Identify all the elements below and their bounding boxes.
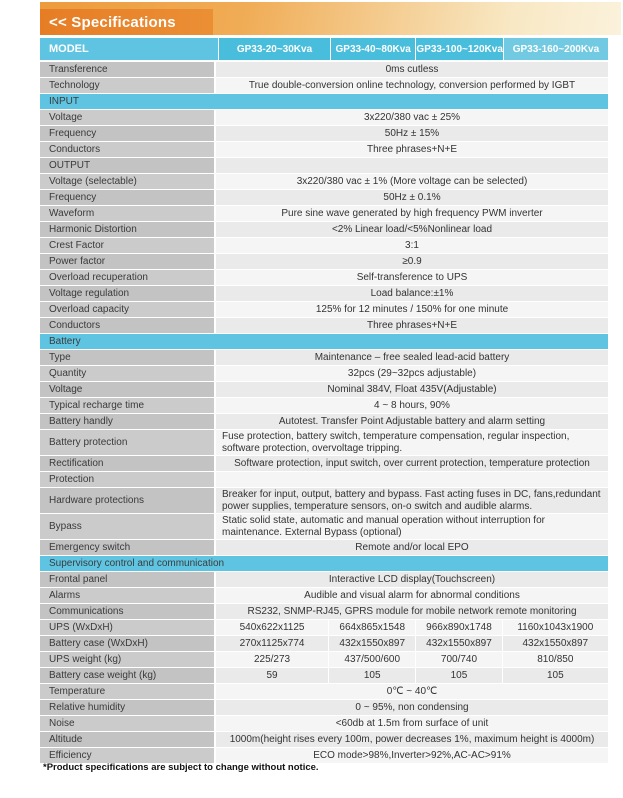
section-header-row	[40, 334, 608, 349]
row-value-cell: 432x1550x897	[502, 636, 608, 651]
row-value: Interactive LCD display(Touchscreen)	[216, 572, 608, 587]
table-row	[40, 206, 608, 221]
row-label: Overload recuperation	[40, 270, 216, 285]
row-value-cell: 105	[502, 668, 608, 683]
row-label: Noise	[40, 716, 216, 731]
row-value: True double-conversion online technology, conversion performed by IGBT	[216, 78, 608, 93]
row-value-cell: 105	[328, 668, 415, 683]
table-row	[40, 684, 608, 699]
row-value: 3:1	[216, 238, 608, 253]
row-value: Remote and/or local EPO	[216, 540, 608, 555]
row-value: 125% for 12 minutes / 150% for one minute	[216, 302, 608, 317]
model-header-row	[40, 38, 608, 60]
row-value-cell: 810/850	[502, 652, 608, 667]
row-value: Software protection, input switch, over current protection, temperature protection	[216, 456, 608, 471]
row-label: Voltage regulation	[40, 286, 216, 301]
table-row	[40, 126, 608, 141]
row-value-cell: 432x1550x897	[328, 636, 415, 651]
table-row	[40, 286, 608, 301]
table-row	[40, 540, 608, 555]
table-row	[40, 636, 608, 651]
row-label: Harmonic Distortion	[40, 222, 216, 237]
row-value	[216, 472, 608, 487]
row-label: Conductors	[40, 318, 216, 333]
table-row	[40, 716, 608, 731]
row-label: Voltage	[40, 382, 216, 397]
section-title: Supervisory control and communication	[49, 558, 225, 569]
row-label: Power factor	[40, 254, 216, 269]
row-value: Autotest. Transfer Point Adjustable battery and alarm setting	[216, 414, 608, 429]
row-value: Static solid state, automatic and manual operation without interruption for maintenance. External Bypass (optional)	[216, 514, 608, 539]
spec-rows	[40, 62, 608, 763]
table-row	[40, 652, 608, 667]
table-row	[40, 302, 608, 317]
page-title: << Specifications	[49, 13, 176, 31]
row-label: Technology	[40, 78, 216, 93]
table-row	[40, 430, 608, 455]
row-value: RS232, SNMP-RJ45, GPRS module for mobile network remote monitoring	[216, 604, 608, 619]
row-label: Efficiency	[40, 748, 216, 763]
row-label: Transference	[40, 62, 216, 77]
row-label: Crest Factor	[40, 238, 216, 253]
row-value-cell: 540x622x1125	[216, 620, 328, 635]
row-value: <60db at 1.5m from surface of unit	[216, 716, 608, 731]
row-value-cell: 225/273	[216, 652, 328, 667]
row-value: 0ms cutless	[216, 62, 608, 77]
table-row	[40, 142, 608, 157]
table-row	[40, 414, 608, 429]
row-value: 50Hz ± 15%	[216, 126, 608, 141]
table-row	[40, 318, 608, 333]
row-label: UPS weight (kg)	[40, 652, 216, 667]
row-value: 32pcs (29~32pcs adjustable)	[216, 366, 608, 381]
table-row	[40, 398, 608, 413]
row-value: Maintenance – free sealed lead-acid battery	[216, 350, 608, 365]
row-value: 50Hz ± 0.1%	[216, 190, 608, 205]
row-label: Battery handly	[40, 414, 216, 429]
table-row	[40, 190, 608, 205]
row-value: Load balance:±1%	[216, 286, 608, 301]
row-value: Breaker for input, output, battery and bypass. Fast acting fuses in DC, fans,redundant power supplies, temperature sensors, on-o switch and audible alarms.	[216, 488, 608, 513]
model-header-label: MODEL	[49, 43, 89, 55]
row-value: ≥0.9	[216, 254, 608, 269]
row-label: Quantity	[40, 366, 216, 381]
row-value: 3x220/380 vac ± 1% (More voltage can be selected)	[216, 174, 608, 189]
row-label: Overload capacity	[40, 302, 216, 317]
table-row	[40, 732, 608, 747]
row-label: Battery case weight (kg)	[40, 668, 216, 683]
section-header-row	[40, 556, 608, 571]
row-value-cell: 1160x1043x1900	[502, 620, 608, 635]
row-value-cell: 105	[415, 668, 501, 683]
row-value: 1000m(height rises every 100m, power decreases 1%, maximum height is 4000m)	[216, 732, 608, 747]
table-row	[40, 110, 608, 125]
row-value-cell: 437/500/600	[328, 652, 415, 667]
specifications-table	[40, 38, 608, 764]
row-value-cell: 432x1550x897	[415, 636, 501, 651]
table-row	[40, 514, 608, 539]
row-value-cell: 270x1125x774	[216, 636, 328, 651]
table-row	[40, 748, 608, 763]
row-values	[216, 652, 608, 667]
row-label: Emergency switch	[40, 540, 216, 555]
row-label: UPS (WxDxH)	[40, 620, 216, 635]
row-value: Pure sine wave generated by high frequency PWM inverter	[216, 206, 608, 221]
row-label: Waveform	[40, 206, 216, 221]
row-value-cell: 664x865x1548	[328, 620, 415, 635]
table-row	[40, 270, 608, 285]
table-row	[40, 382, 608, 397]
model-column-header: GP33-40~80Kva	[330, 38, 415, 60]
row-values	[216, 668, 608, 683]
row-value: 0 ~ 95%, non condensing	[216, 700, 608, 715]
row-value-cell: 966x890x1748	[415, 620, 501, 635]
row-value: 0℃ ~ 40℃	[216, 684, 608, 699]
row-value: Three phrases+N+E	[216, 142, 608, 157]
row-value	[216, 158, 608, 173]
row-value: 4 ~ 8 hours, 90%	[216, 398, 608, 413]
table-row	[40, 668, 608, 683]
table-row	[40, 62, 608, 77]
table-row	[40, 620, 608, 635]
row-label: Temperature	[40, 684, 216, 699]
row-value-cell: 700/740	[415, 652, 501, 667]
row-value: Three phrases+N+E	[216, 318, 608, 333]
table-row	[40, 488, 608, 513]
row-label: Battery case (WxDxH)	[40, 636, 216, 651]
row-label: Conductors	[40, 142, 216, 157]
table-row	[40, 572, 608, 587]
table-row	[40, 78, 608, 93]
row-value: Nominal 384V, Float 435V(Adjustable)	[216, 382, 608, 397]
table-row	[40, 238, 608, 253]
table-row	[40, 222, 608, 237]
table-row	[40, 174, 608, 189]
model-column-header: GP33-160~200Kva	[503, 38, 608, 60]
row-label: Voltage	[40, 110, 216, 125]
row-label: Protection	[40, 472, 216, 487]
section-header-row	[40, 94, 608, 109]
table-row	[40, 366, 608, 381]
row-values	[216, 620, 608, 635]
row-label: Frontal panel	[40, 572, 216, 587]
table-row	[40, 254, 608, 269]
row-value: Audible and visual alarm for abnormal conditions	[216, 588, 608, 603]
row-value: ECO mode>98%,Inverter>92%,AC-AC>91%	[216, 748, 608, 763]
row-value: Self-transference to UPS	[216, 270, 608, 285]
row-value: <2% Linear load/<5%Nonlinear load	[216, 222, 608, 237]
table-row	[40, 604, 608, 619]
row-label: Communications	[40, 604, 216, 619]
row-label: Rectification	[40, 456, 216, 471]
row-label: Relative humidity	[40, 700, 216, 715]
footer-disclaimer: *Product specifications are subject to change without notice.	[43, 762, 319, 773]
row-label: Altitude	[40, 732, 216, 747]
row-values	[216, 636, 608, 651]
row-label: Type	[40, 350, 216, 365]
section-title: INPUT	[49, 96, 79, 107]
row-value-cell: 59	[216, 668, 328, 683]
row-label: Frequency	[40, 126, 216, 141]
row-label: Typical recharge time	[40, 398, 216, 413]
model-columns	[218, 38, 608, 60]
row-label: Bypass	[40, 514, 216, 539]
table-row	[40, 588, 608, 603]
section-header-row	[40, 158, 608, 173]
row-value: Fuse protection, battery switch, temperature compensation, regular inspection, software protection, overvoltage tripping.	[216, 430, 608, 455]
model-column-header: GP33-20~30Kva	[218, 38, 330, 60]
row-label: Hardware protections	[40, 488, 216, 513]
table-row	[40, 700, 608, 715]
row-label: Frequency	[40, 190, 216, 205]
row-label: Voltage (selectable)	[40, 174, 216, 189]
row-label: Alarms	[40, 588, 216, 603]
row-label: Battery protection	[40, 430, 216, 455]
table-row	[40, 350, 608, 365]
model-column-header: GP33-100~120Kva	[415, 38, 502, 60]
row-value: 3x220/380 vac ± 25%	[216, 110, 608, 125]
specifications-header-bar	[40, 9, 213, 35]
section-title: Battery	[49, 336, 81, 347]
table-row	[40, 456, 608, 471]
section-header-row	[40, 472, 608, 487]
row-label: OUTPUT	[40, 158, 216, 173]
